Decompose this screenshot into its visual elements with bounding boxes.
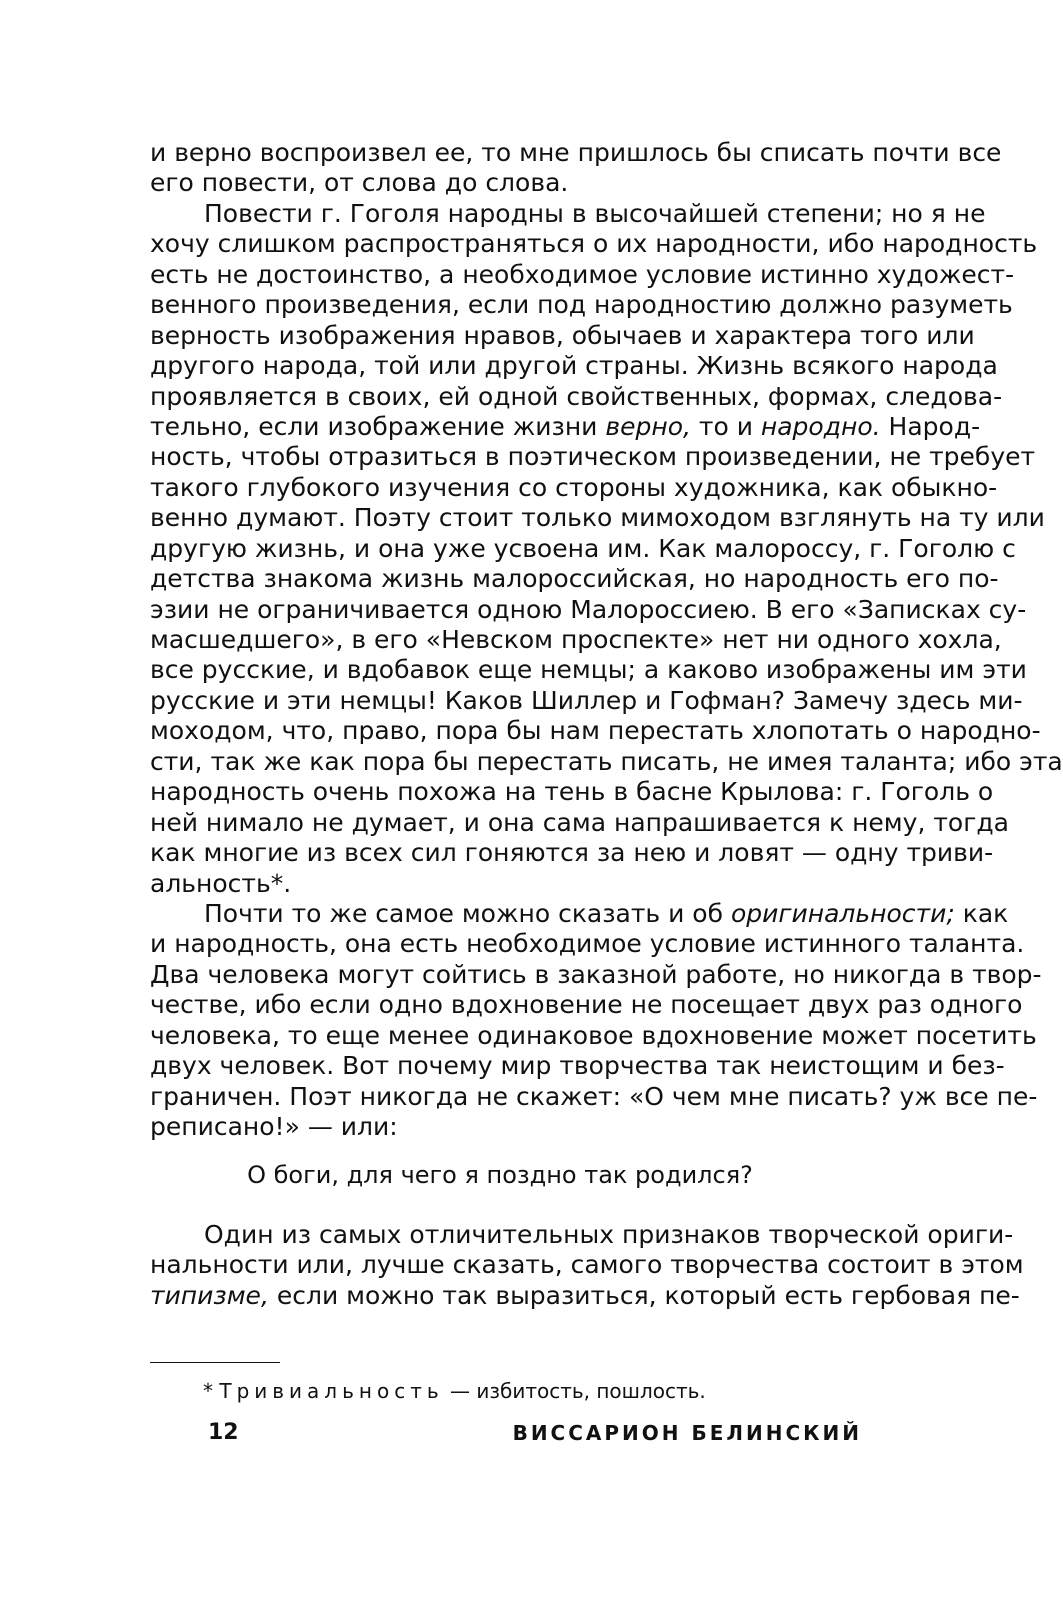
text-run: ность, чтобы отразиться в поэтическом произведении, не требует: [150, 442, 1036, 472]
text-run: если можно так выразиться, который есть гербовая пе-: [268, 1280, 1020, 1310]
text-line: [150, 533, 1016, 564]
text-line: [150, 716, 1041, 746]
footnote-definition: — избитость, пошлость.: [443, 1379, 706, 1403]
text-line: [150, 168, 862, 198]
text-line: [150, 929, 1025, 959]
text-run: венно думают. Поэту стоит только мимоходом взглянуть на ту или: [150, 503, 1045, 533]
text-run: все русские, и вдобавок еще немцы; а каково изображены им эти: [150, 655, 1027, 685]
text-run: такого глубокого изучения со стороны художника, как обыкно-: [150, 472, 998, 502]
text-run: другую жизнь, и она уже усвоена им. Как малороссу, г. Гоголю с: [150, 533, 1016, 563]
text-run: альность*.: [150, 868, 292, 898]
text-line: [150, 838, 994, 868]
text-line: [150, 564, 999, 594]
text-run: русские и эти немцы! Каков Шиллер и Гофман? Замечу здесь ми-: [150, 685, 1023, 715]
text-run: проявляется в своих, ей одной свойственных, формах, следова-: [150, 381, 1003, 411]
text-run: верность изображения нравов, обычаев и характера того или: [150, 320, 975, 350]
text-line: [150, 472, 998, 503]
text-run: Почти то же самое можно сказать и об: [204, 898, 731, 928]
text-line: [150, 990, 1023, 1020]
text-run: народность очень похожа на тень в басне Крылова: г. Гоголь о: [150, 777, 994, 807]
footnote-marker: *: [203, 1379, 220, 1403]
body-text-continued: [150, 1220, 1024, 1311]
text-line: [150, 503, 1045, 533]
text-line: [150, 1220, 1014, 1250]
text-line: [150, 381, 1003, 412]
text-run: есть не достоинство, а необходимое условие истинно художест-: [150, 259, 1015, 289]
text-line: [150, 746, 1063, 777]
text-line: [150, 777, 994, 807]
text-line: [150, 1020, 1037, 1051]
text-line: [150, 1051, 1005, 1081]
page-number: 12: [208, 1420, 239, 1445]
text-run: и верно воспроизвел ее, то мне пришлось бы списать почти все: [150, 138, 1002, 167]
text-line: [150, 138, 1002, 168]
footnote-separator: [150, 1362, 280, 1363]
text-line: [150, 198, 986, 229]
text-run: сти, так же как пора бы перестать писать, не имея таланта; ибо эта: [150, 746, 1063, 776]
text-line: [150, 1081, 1038, 1112]
text-run: двух человек. Вот почему мир творчества так неистощим и без-: [150, 1051, 1005, 1081]
text-line: [150, 594, 1027, 625]
text-run: эзии не ограничивается одною Малороссиею. В его «Записках су-: [150, 594, 1027, 624]
text-run: венного произведения, если под народностию должно разуметь: [150, 290, 1013, 320]
footnote: [203, 1378, 706, 1404]
text-line: [150, 807, 1009, 838]
text-line: [150, 959, 1042, 990]
text-run: ней нимало не думает, и она сама напрашивается к нему, тогда: [150, 807, 1009, 837]
text-run: детства знакома жизнь малороссийская, но народность его по-: [150, 564, 999, 594]
text-run: Один из самых отличительных признаков творческой ориги-: [204, 1220, 1014, 1249]
text-line: [150, 1250, 1024, 1280]
text-run: Повести г. Гоголя народны в высочайшей степени; но я не: [204, 198, 986, 228]
text-run: честве, ибо если одно вдохновение не посещает двух раз одного: [150, 990, 1023, 1020]
text-run: моходом, что, право, пора бы нам перестать хлопотать о народно-: [150, 716, 1041, 746]
footnote-term: Тривиальность: [219, 1379, 444, 1403]
text-run: нальности или, лучше сказать, самого творчества состоит в этом: [150, 1250, 1024, 1280]
text-line: [150, 869, 862, 899]
running-title: ВИССАРИОН БЕЛИНСКИЙ: [512, 1421, 862, 1445]
body-text: [150, 138, 1063, 1142]
text-run: масшедшего», в его «Невском проспекте» нет ни одного хохла,: [150, 625, 1002, 654]
text-line: [150, 685, 1023, 716]
italic-term: оригинальности;: [730, 898, 955, 928]
text-run: другого народа, той или другой страны. Жизнь всякого народа: [150, 351, 998, 381]
text-line: [150, 442, 1036, 472]
text-run: как: [954, 898, 1009, 928]
italic-term: народно.: [760, 411, 881, 441]
text-line: [150, 1112, 862, 1142]
text-line: [150, 290, 1013, 320]
text-line: [150, 625, 1002, 655]
text-run: тельно, если изображение жизни: [150, 411, 606, 441]
text-run: человека, то еще менее одинаковое вдохновение может посетить: [150, 1020, 1037, 1050]
text-run: как многие из всех сил гоняются за нею и ловят — одну триви-: [150, 838, 994, 868]
text-run: и народность, она есть необходимое условие истинного таланта.: [150, 929, 1025, 959]
italic-term: верно,: [605, 411, 691, 441]
text-line: [150, 320, 975, 351]
text-line: [150, 259, 1015, 290]
text-run: граничен. Поэт никогда не скажет: «О чем мне писать? уж все пе-: [150, 1081, 1038, 1111]
verse-quotation: О боги, для чего я поздно так родился?: [247, 1161, 753, 1189]
text-line: [150, 229, 1038, 259]
text-run: то и: [690, 411, 761, 441]
text-run: Народ-: [880, 411, 981, 441]
italic-term: типизме,: [150, 1280, 269, 1310]
text-line: [150, 411, 981, 442]
text-run: хочу слишком распространяться о их народности, ибо народность: [150, 229, 1038, 259]
text-run: его повести, от слова до слова.: [150, 168, 569, 198]
text-line: [150, 898, 1009, 929]
text-line: [150, 1280, 1020, 1311]
text-run: Два человека могут сойтись в заказной работе, но никогда в твор-: [150, 959, 1042, 989]
text-line: [150, 351, 998, 381]
text-run: реписано!» — или:: [150, 1112, 398, 1141]
text-line: [150, 655, 1027, 685]
